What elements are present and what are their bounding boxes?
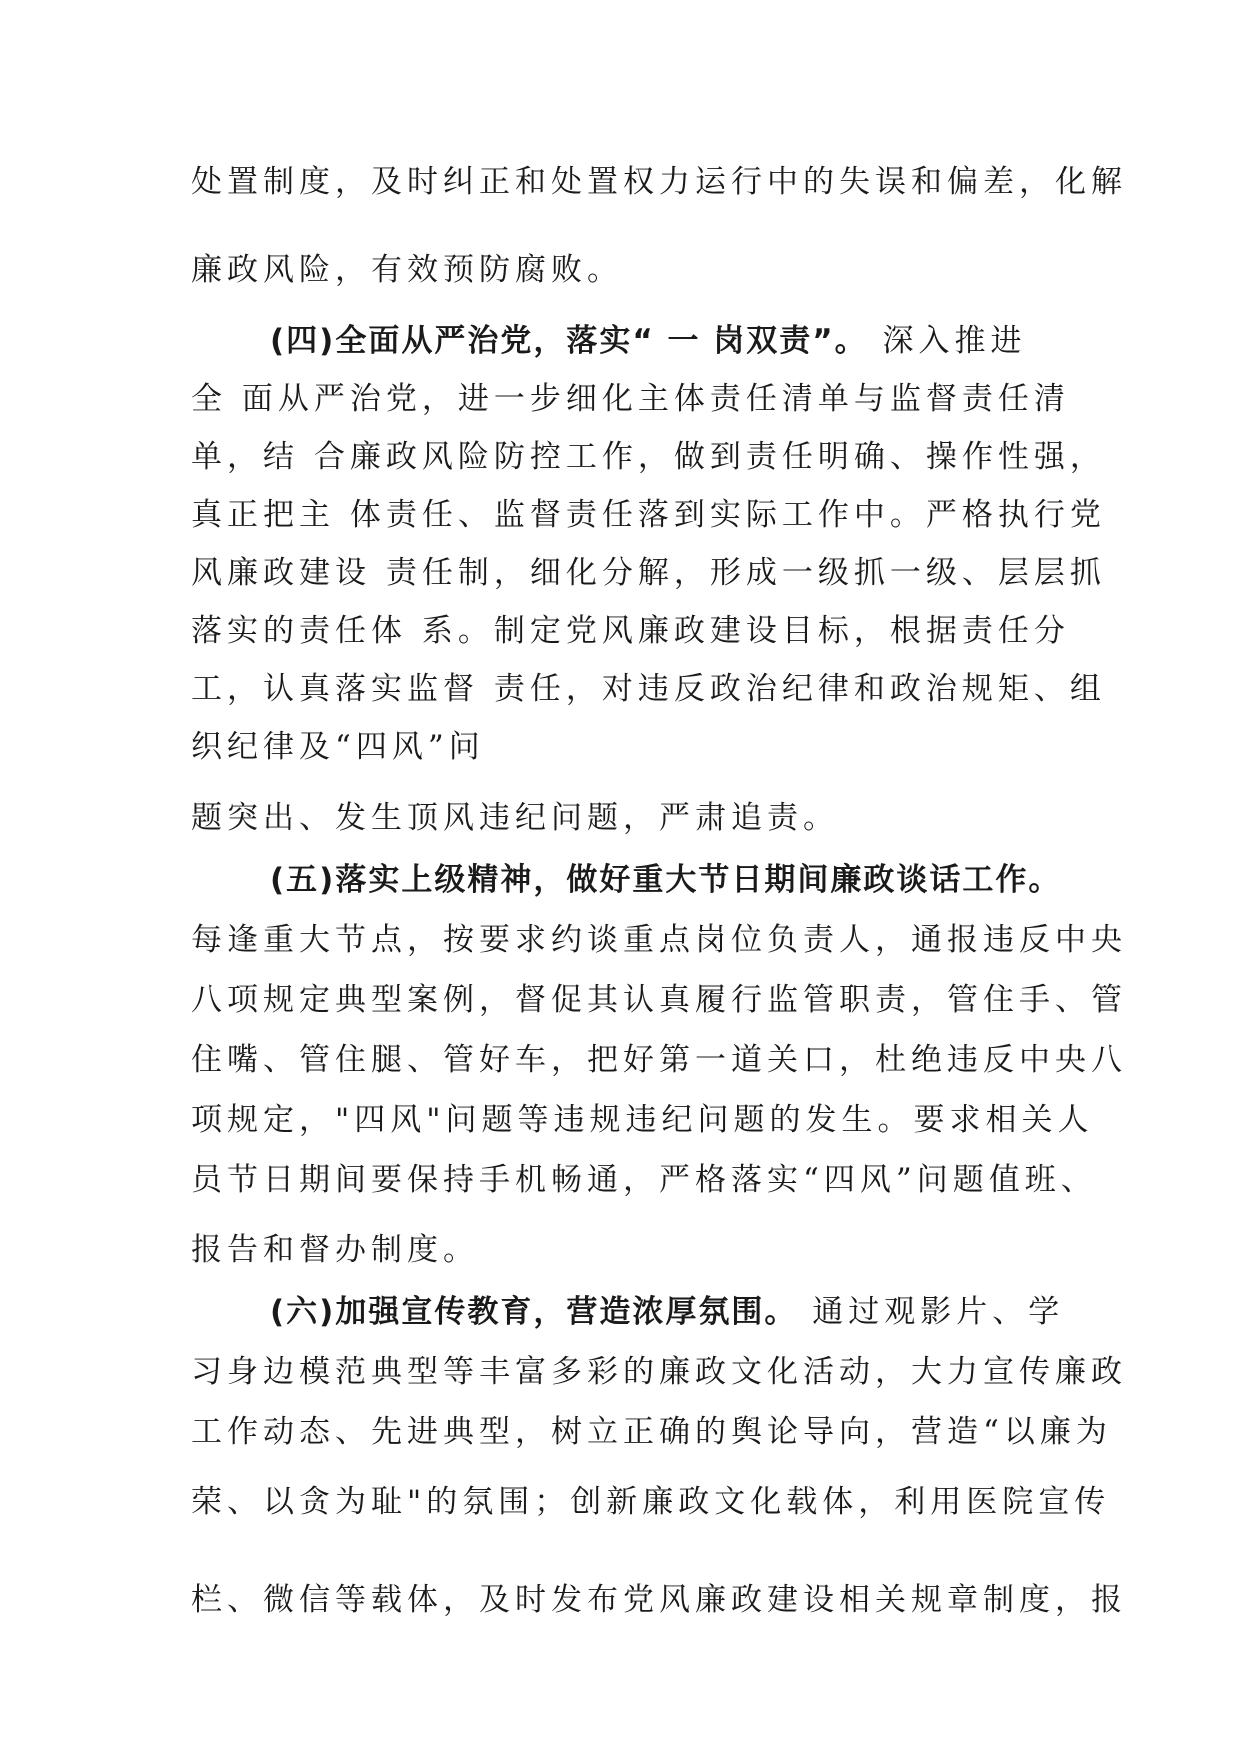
body-line: 每逢重大节点，按要求约谈重点岗位负责人，通报违反中央 [191, 922, 1127, 958]
section-5-heading: (五)落实上级精神，做好重大节日期间廉政谈话工作。 [270, 862, 1062, 898]
body-line: 荣、以贪为耻"的氛围；创新廉政文化载体，利用医院宣传 [191, 1484, 1111, 1520]
body-line: 单，结 合廉政风险防控工作，做到责任明确、操作性强， [191, 439, 1106, 475]
body-line: 工作动态、先进典型，树立正确的舆论导向，营造“以廉为 [191, 1414, 1112, 1450]
section-6-first-line [270, 1290, 1065, 1334]
body-line: 员节日期间要保持手机畅通，严格落实“四风”问题值班、 [191, 1162, 1097, 1198]
body-line: 廉政风险，有效预防腐败。 [191, 252, 623, 288]
body-line: 题突出、发生顶风违纪问题，严肃追责。 [191, 800, 839, 836]
section-4-lead-text: 深入推进 [867, 323, 1027, 359]
body-line: 风廉政建设 责任制，细化分解，形成一级抓一级、层层抓 [191, 555, 1106, 591]
body-line: 处置制度，及时纠正和处置权力运行中的失误和偏差，化解 [191, 164, 1127, 200]
section-4-heading: (四)全面从严治党，落实“ 一 岗双责”。 [270, 323, 868, 359]
body-line: 八项规定典型案例，督促其认真履行监管职责，管住手、管 [191, 982, 1127, 1018]
body-line: 落实的责任体 系。制定党风廉政建设目标，根据责任分 [191, 613, 1070, 649]
body-line: 报告和督办制度。 [191, 1232, 479, 1268]
body-line: 栏、微信等载体，及时发布党风廉政建设相关规章制度，报 [191, 1582, 1127, 1618]
section-6-heading: (六)加强宣传教育，营造浓厚氛围。 [270, 1294, 798, 1330]
body-line: 习身边模范典型等丰富多彩的廉政文化活动，大力宣传廉政 [191, 1354, 1127, 1390]
section-5-first-line [270, 858, 1062, 902]
body-line: 真正把主 体责任、监督责任落到实际工作中。严格执行党 [191, 497, 1106, 533]
section-6-lead-text: 通过观影片、学 [797, 1294, 1065, 1330]
body-line: 工，认真落实监督 责任，对违反政治纪律和政治规矩、组 [191, 671, 1106, 707]
body-line: 织纪律及“四风”问 [191, 729, 485, 765]
body-line: 项规定，"四风"问题等违规违纪问题的发生。要求相关人 [191, 1102, 1094, 1138]
body-line: 住嘴、管住腿、管好车，把好第一道关口，杜绝违反中央八 [191, 1042, 1127, 1078]
section-4-first-line [270, 319, 1051, 363]
body-line: 全 面从严治党，进一步细化主体责任清单与监督责任清 [191, 381, 1070, 417]
